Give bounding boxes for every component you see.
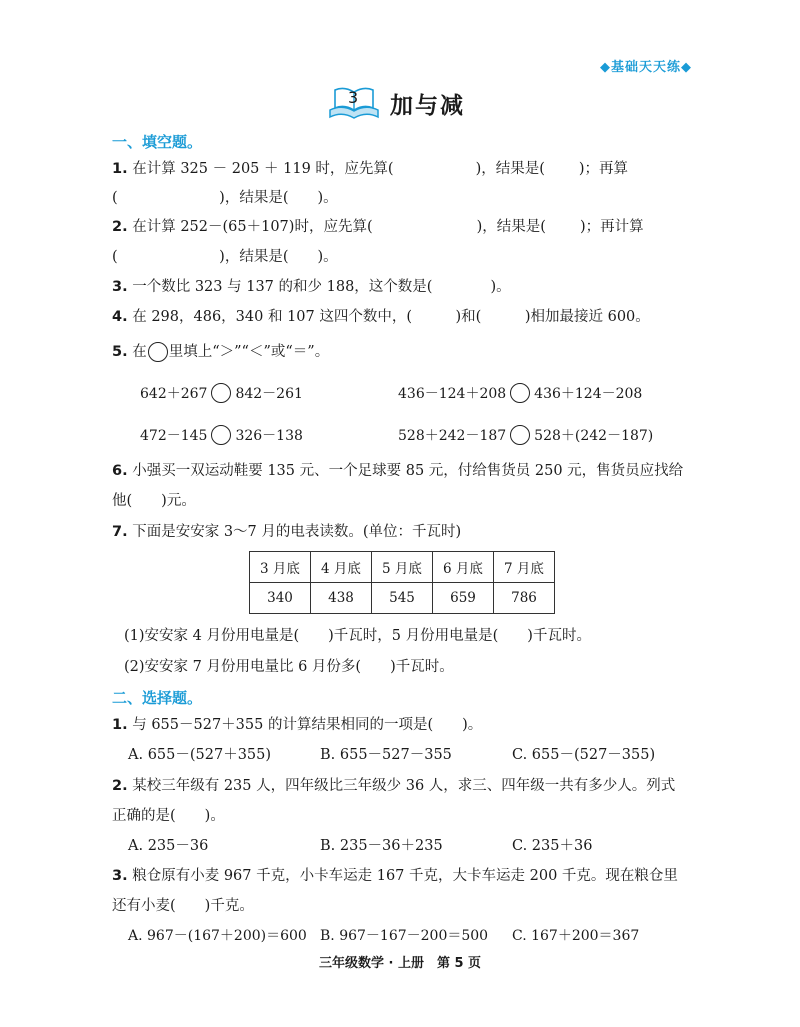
option-b[interactable]: B. 655－527－355 [320,747,452,763]
question-number: 1. [112,717,128,733]
choice-2-options [128,836,708,856]
q7-sub1-text: (1)安安家 4 月份用电量是( )千瓦时，5 月份用电量是( )千瓦时。 [124,628,591,644]
question-number: 4. [112,309,128,325]
question-number: 3. [112,279,128,295]
option-a[interactable]: A. 235－36 [128,838,209,854]
compare-circle-icon [148,342,168,362]
question-1-line-1 [112,159,692,179]
q2-text-c: )；再计算 [579,219,644,235]
question-5 [112,342,692,362]
q1-text-line2: ( )，结果是( )。 [112,190,338,206]
comparison-right: 528＋(242－187) [534,428,654,444]
question-number: 7. [112,524,128,540]
question-1-line-2 [112,188,692,208]
c2-text-line2: 正确的是( )。 [112,808,225,824]
table-cell: 659 [433,583,494,614]
option-c[interactable]: C. 235＋36 [512,838,593,854]
question-7-sub-2 [124,657,704,677]
answer-circle[interactable] [510,425,530,445]
question-number: 3. [112,868,128,884]
lesson-number: 3 [348,88,359,107]
comparison-3 [140,425,303,445]
option-c[interactable]: C. 167＋200＝367 [512,928,640,944]
choice-question-3-line-2 [112,896,692,916]
question-number: 6. [112,463,128,479]
choice-question-2-line-1 [112,776,692,796]
meter-readings-table [249,551,555,614]
answer-circle[interactable] [211,425,231,445]
question-6-line-1 [112,461,692,481]
question-4 [112,307,692,327]
answer-circle[interactable] [211,383,231,403]
q7-sub2-text: (2)安安家 7 月份用电量比 6 月份多( )千瓦时。 [124,659,454,675]
c2-text-line1: 某校三年级有 235 人，四年级比三年级少 36 人，求三、四年级一共有多少人。列式 [132,778,676,794]
q1-text-a: 在计算 325 － 205 ＋ 119 时，应先算( [132,161,394,177]
question-2-line-2 [112,247,692,267]
question-6-line-2 [112,491,692,511]
comparison-left: 472－145 [140,428,208,444]
question-7 [112,522,692,542]
open-book-icon [326,84,382,122]
q6-text-line1: 小强买一双运动鞋要 135 元、一个足球要 85 元，付给售货员 250 元，售货员应找给 [132,463,684,479]
c1-text: 与 655－527＋355 的计算结果相同的一项是( )。 [132,717,483,733]
q2-text-a: 在计算 252－(65＋107)时，应先算( [132,219,373,235]
option-b[interactable]: B. 235－36＋235 [320,838,443,854]
option-a[interactable]: A. 655－(527＋355) [128,747,272,763]
q1-text-b: )，结果是( [475,161,545,177]
question-number: 5. [112,344,128,360]
table-row [250,583,555,614]
choice-question-1 [112,715,692,735]
table-cell: 545 [372,583,433,614]
table-header-cell: 6 月底 [433,552,494,583]
c3-text-line2: 还有小麦( )千克。 [112,898,254,914]
table-header-cell: 7 月底 [494,552,555,583]
option-c[interactable]: C. 655－(527－355) [512,747,656,763]
series-badge: ◆基础天天练◆ [600,60,692,75]
q6-text-line2: 他( )元。 [112,493,196,509]
question-number: 2. [112,219,128,235]
comparison-right: 436＋124－208 [534,386,643,402]
answer-circle[interactable] [510,383,530,403]
choice-3-options [128,926,708,946]
lesson-title: 加与减 [390,92,465,119]
option-a[interactable]: A. 967－(167＋200)＝600 [128,928,307,944]
comparison-left: 528＋242－187 [398,428,507,444]
q7-text: 下面是安安家 3～7 月的电表读数。(单位：千瓦时) [132,524,462,540]
choice-question-3-line-1 [112,866,692,886]
q2-text-line2: ( )，结果是( )。 [112,249,338,265]
table-header-cell: 3 月底 [250,552,311,583]
table-cell: 786 [494,583,555,614]
comparison-4 [398,425,653,445]
question-2-line-1 [112,217,692,237]
section-choice-title: 二、选择题。 [112,689,203,707]
q5-text-after: 里填上“＞”“＜”或“＝”。 [168,344,330,360]
option-b[interactable]: B. 967－167－200＝500 [320,928,489,944]
question-7-sub-1 [124,626,704,646]
q4-text: 在 298，486，340 和 107 这四个数中，( )和( )相加最接近 600。 [132,309,650,325]
table-header-cell: 4 月底 [311,552,372,583]
q5-text-before: 在 [132,344,147,360]
question-number: 1. [112,161,128,177]
c3-text-line1: 粮仓原有小麦 967 千克，小卡车运走 167 千克，大卡车运走 200 千克。现在粮仓里 [132,868,678,884]
section-fill-blank-title: 一、填空题。 [112,133,203,151]
comparison-2 [398,383,642,403]
q1-text-c: )；再算 [578,161,629,177]
comparison-1 [140,383,303,403]
question-3 [112,277,692,297]
page-footer: 三年级数学 · 上册 第 5 页 [318,956,482,971]
comparison-right: 326－138 [235,428,303,444]
comparison-right: 842－261 [235,386,303,402]
q2-text-b: )，结果是( [476,219,546,235]
lesson-header [326,84,465,122]
table-cell: 340 [250,583,311,614]
table-header-row [250,552,555,583]
comparison-left: 436－124＋208 [398,386,507,402]
q3-text: 一个数比 323 与 137 的和少 188，这个数是( )。 [132,279,511,295]
choice-question-2-line-2 [112,806,692,826]
question-number: 2. [112,778,128,794]
table-cell: 438 [311,583,372,614]
comparison-left: 642＋267 [140,386,208,402]
table-header-cell: 5 月底 [372,552,433,583]
choice-1-options [128,745,708,765]
